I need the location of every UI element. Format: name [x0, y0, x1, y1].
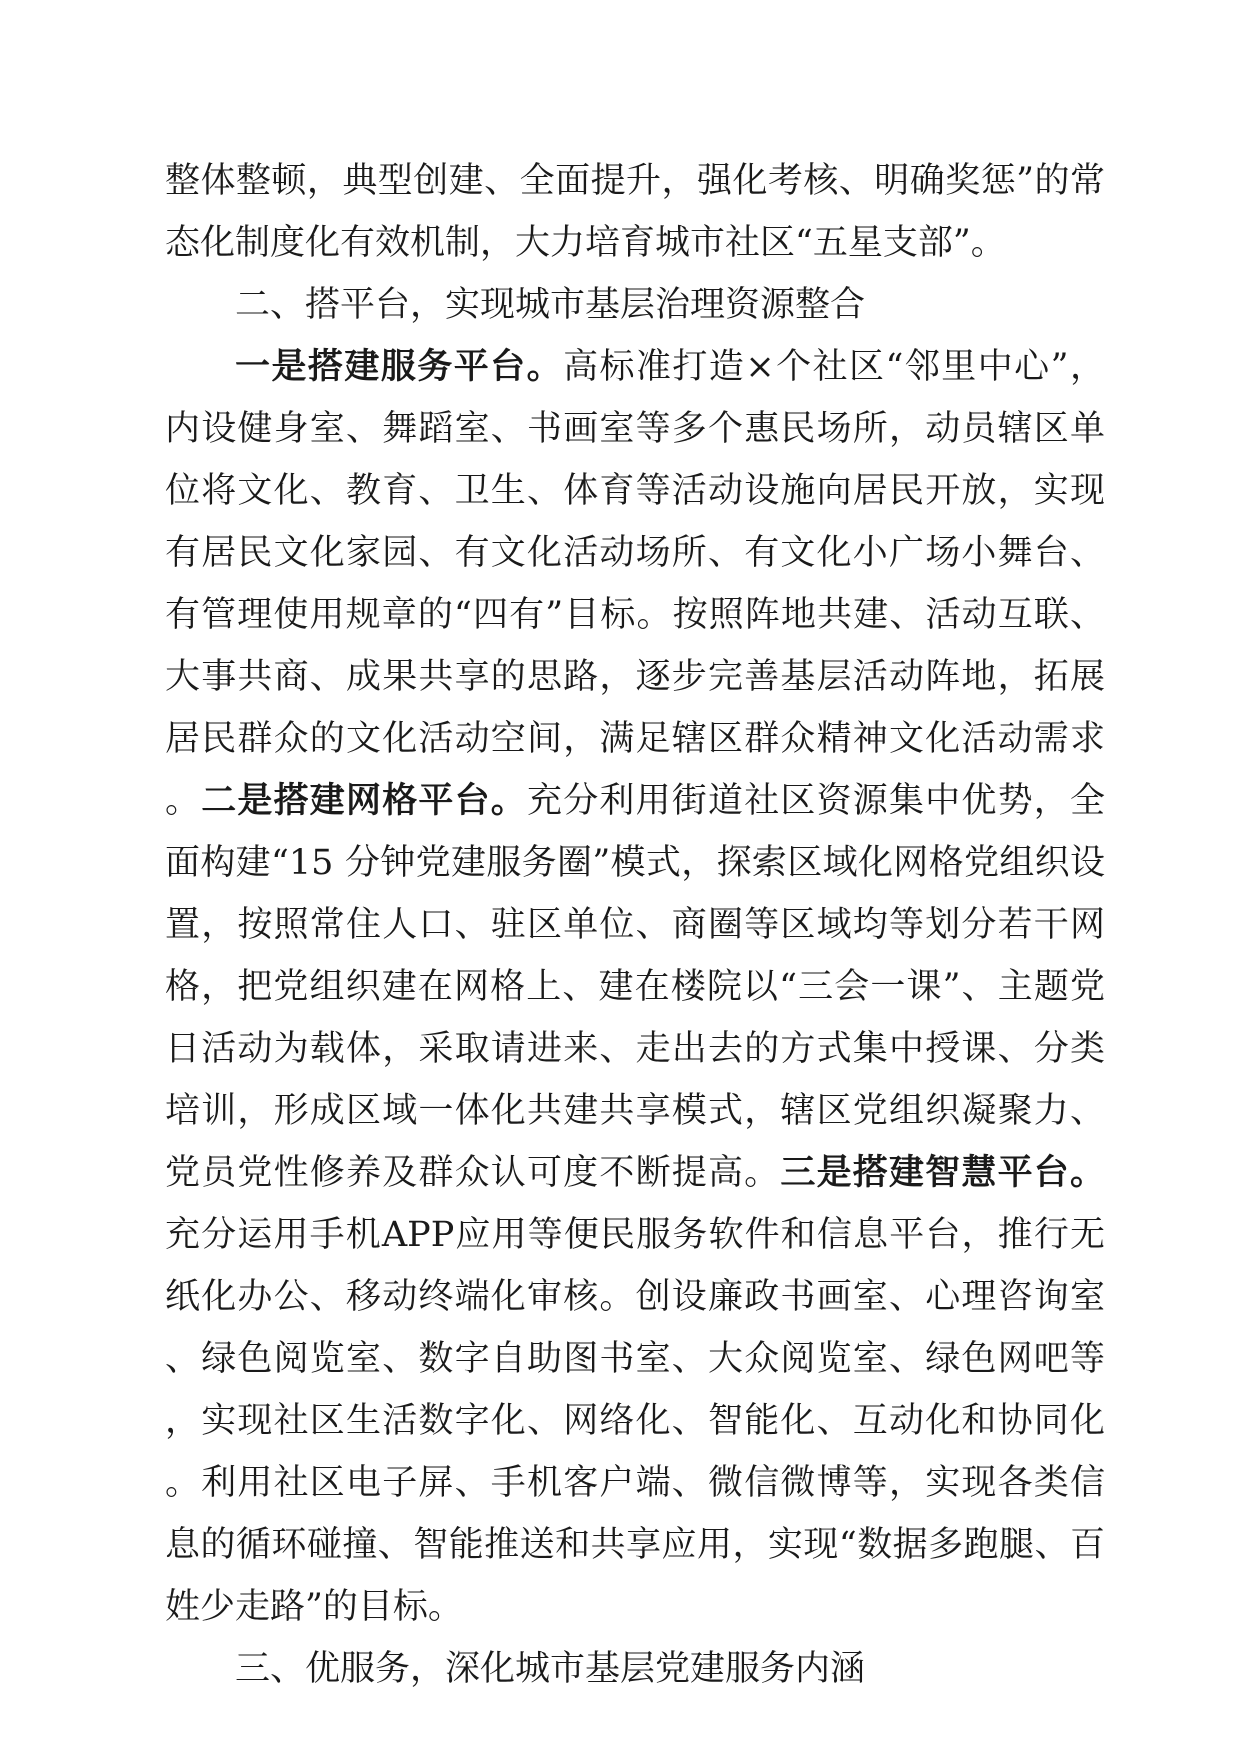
lead-smart-platform: 三是搭建智慧平台。 — [780, 1153, 1105, 1193]
body-paragraph — [165, 336, 1105, 1638]
section-heading-2: 二、搭平台，实现城市基层治理资源整合 — [235, 285, 866, 325]
document-page — [165, 150, 1105, 1700]
lead-service-platform: 一是搭建服务平台。 — [235, 347, 564, 387]
section-heading-3: 三、优服务，深化城市基层党建服务内涵 — [235, 1649, 866, 1689]
text-smart-platform: 充分运用手机APP应用等便民服务软件和信息平台，推行无纸化办公、移动终端化审核。创设廉政书画室、心理咨询室、绿色阅览室、数字自助图书室、大众阅览室、绿色网吧等，实现社区生活数字化、网络化、智能化、互动化和协同化。利用社区电子屏、手机客户端、微信微博等，实现各类信息的循环碰撞、智能推送和共享应用，实现“数据多跑腿、百姓少走路”的目标。 — [165, 1215, 1105, 1627]
text-grid-platform: 充分利用街道社区资源集中优势，全面构建“15 分钟党建服务圈”模式，探索区域化网格党组织设置，按照常住人口、驻区单位、商圈等区域均等划分若干网格，把党组织建在网格上、建在楼院以“三会一课”、主题党日活动为载体，采取请进来、走出去的方式集中授课、分类培训，形成区域一体化共建共享模式，辖区党组织凝聚力、党员党性修养及群众认可度不断提高。 — [165, 781, 1105, 1193]
lead-grid-platform: 二是搭建网格平台。 — [201, 781, 527, 821]
text-service-platform: 高标准打造×个社区“邻里中心”，内设健身室、舞蹈室、书画室等多个惠民场所，动员辖区单位将文化、教育、卫生、体育等活动设施向居民开放，实现有居民文化家园、有文化活动场所、有文化小广场小舞台、有管理使用规章的“四有”目标。按照阵地共建、活动互联、大事共商、成果共享的思路，逐步完善基层活动阵地，拓展居民群众的文化活动空间，满足辖区群众精神文化活动需求。 — [165, 347, 1105, 821]
continuation-paragraph: 整体整顿，典型创建、全面提升，强化考核、明确奖惩”的常态化制度化有效机制，大力培育城市社区“五星支部”。 — [165, 161, 1105, 263]
